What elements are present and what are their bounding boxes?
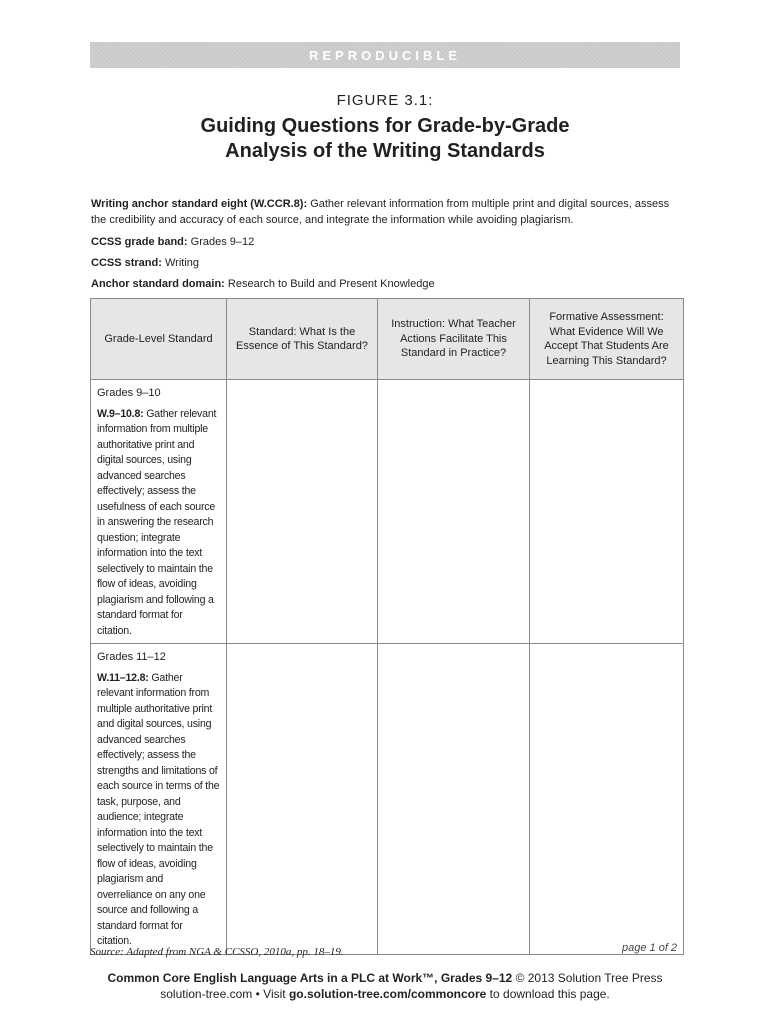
book-title: Common Core English Language Arts in a PLC at Work™, Grades 9–12 (107, 971, 513, 985)
source-note: Source: Adapted from NGA & CCSSO, 2010a, pp. 18–19. (90, 946, 344, 958)
essence-cell[interactable] (227, 380, 378, 644)
grade-heading: Grades 11–12 (97, 651, 166, 663)
domain-value: Research to Build and Present Knowledge (227, 278, 435, 290)
standard-text (97, 671, 220, 950)
standard-body: Gather relevant information from multiple authoritative print and digital sources, using advanced searches effectively; assess the usefulness of each source in answering the research question; integrate information into the text selectively to maintain the flow of ideas, avoiding plagiarism and following a standard format for citation. (97, 407, 217, 637)
header-assessment: Formative Assessment: What Evidence Will We Accept That Students Are Learning This Standard? (530, 299, 684, 380)
bullet-separator: • (255, 987, 260, 1001)
assessment-cell[interactable] (530, 380, 684, 644)
visit-prefix: Visit (263, 987, 286, 1001)
essence-cell[interactable] (227, 644, 378, 955)
domain-label: Anchor standard domain: (91, 278, 225, 290)
site-link[interactable]: solution-tree.com (160, 987, 253, 1001)
banner-text: REPRODUCIBLE (308, 47, 461, 63)
assessment-cell[interactable] (530, 644, 684, 955)
visit-suffix: to download this page. (489, 987, 610, 1001)
strand-value: Writing (164, 257, 199, 269)
table-row (91, 644, 684, 955)
table-header-row (91, 299, 684, 380)
header-instruction: Instruction: What Teacher Actions Facilitate This Standard in Practice? (378, 299, 530, 380)
footer-line-2 (0, 986, 770, 1002)
grade-cell (91, 380, 227, 644)
table-row (91, 380, 684, 644)
grade-band (91, 234, 687, 250)
copyright: © 2013 Solution Tree Press (515, 971, 663, 985)
page-title (0, 114, 770, 164)
figure-label: FIGURE 3.1: (336, 92, 434, 109)
header-essence: Standard: What Is the Essence of This Standard? (227, 299, 378, 380)
anchor-standard (91, 196, 687, 228)
anchor-label: Writing anchor standard eight (W.CCR.8): (91, 198, 308, 210)
page-number: page 1 of 2 (622, 942, 678, 954)
band-value: Grades 9–12 (190, 236, 255, 248)
download-link[interactable]: go.solution-tree.com/commoncore (288, 987, 487, 1001)
grade-heading: Grades 9–10 (97, 387, 161, 399)
anchor-domain (91, 276, 687, 292)
header-grade-level: Grade-Level Standard (91, 299, 227, 380)
strand (91, 255, 687, 271)
standard-text (97, 407, 220, 640)
strand-label: CCSS strand: (91, 257, 162, 269)
grade-cell (91, 644, 227, 955)
instruction-cell[interactable] (378, 644, 530, 955)
standard-code: W.11–12.8: (97, 671, 149, 684)
standard-body: Gather relevant information from multiple authoritative print and digital sources, using advanced searches effectively; assess the strengths and limitations of each source in terms of the task, purpose, and audience; integrate information into the text selectively to maintain the flow of ideas, avoiding plagiarism and overreliance on any one source and following a standard format for citation. (97, 671, 220, 947)
reproducible-banner (90, 42, 680, 68)
standard-code: W.9–10.8: (97, 407, 144, 420)
anchor-text: Gather relevant information from multiple print and digital sources, assess the credibility and accuracy of each source, and integrate the information while avoiding plagiarism. (91, 198, 670, 226)
instruction-cell[interactable] (378, 380, 530, 644)
title-line-2: Analysis of the Writing Standards (225, 140, 545, 162)
standards-table (90, 298, 684, 955)
footer-line-1 (0, 970, 770, 986)
band-label: CCSS grade band: (91, 236, 188, 248)
title-line-1: Guiding Questions for Grade-by-Grade (200, 115, 570, 137)
